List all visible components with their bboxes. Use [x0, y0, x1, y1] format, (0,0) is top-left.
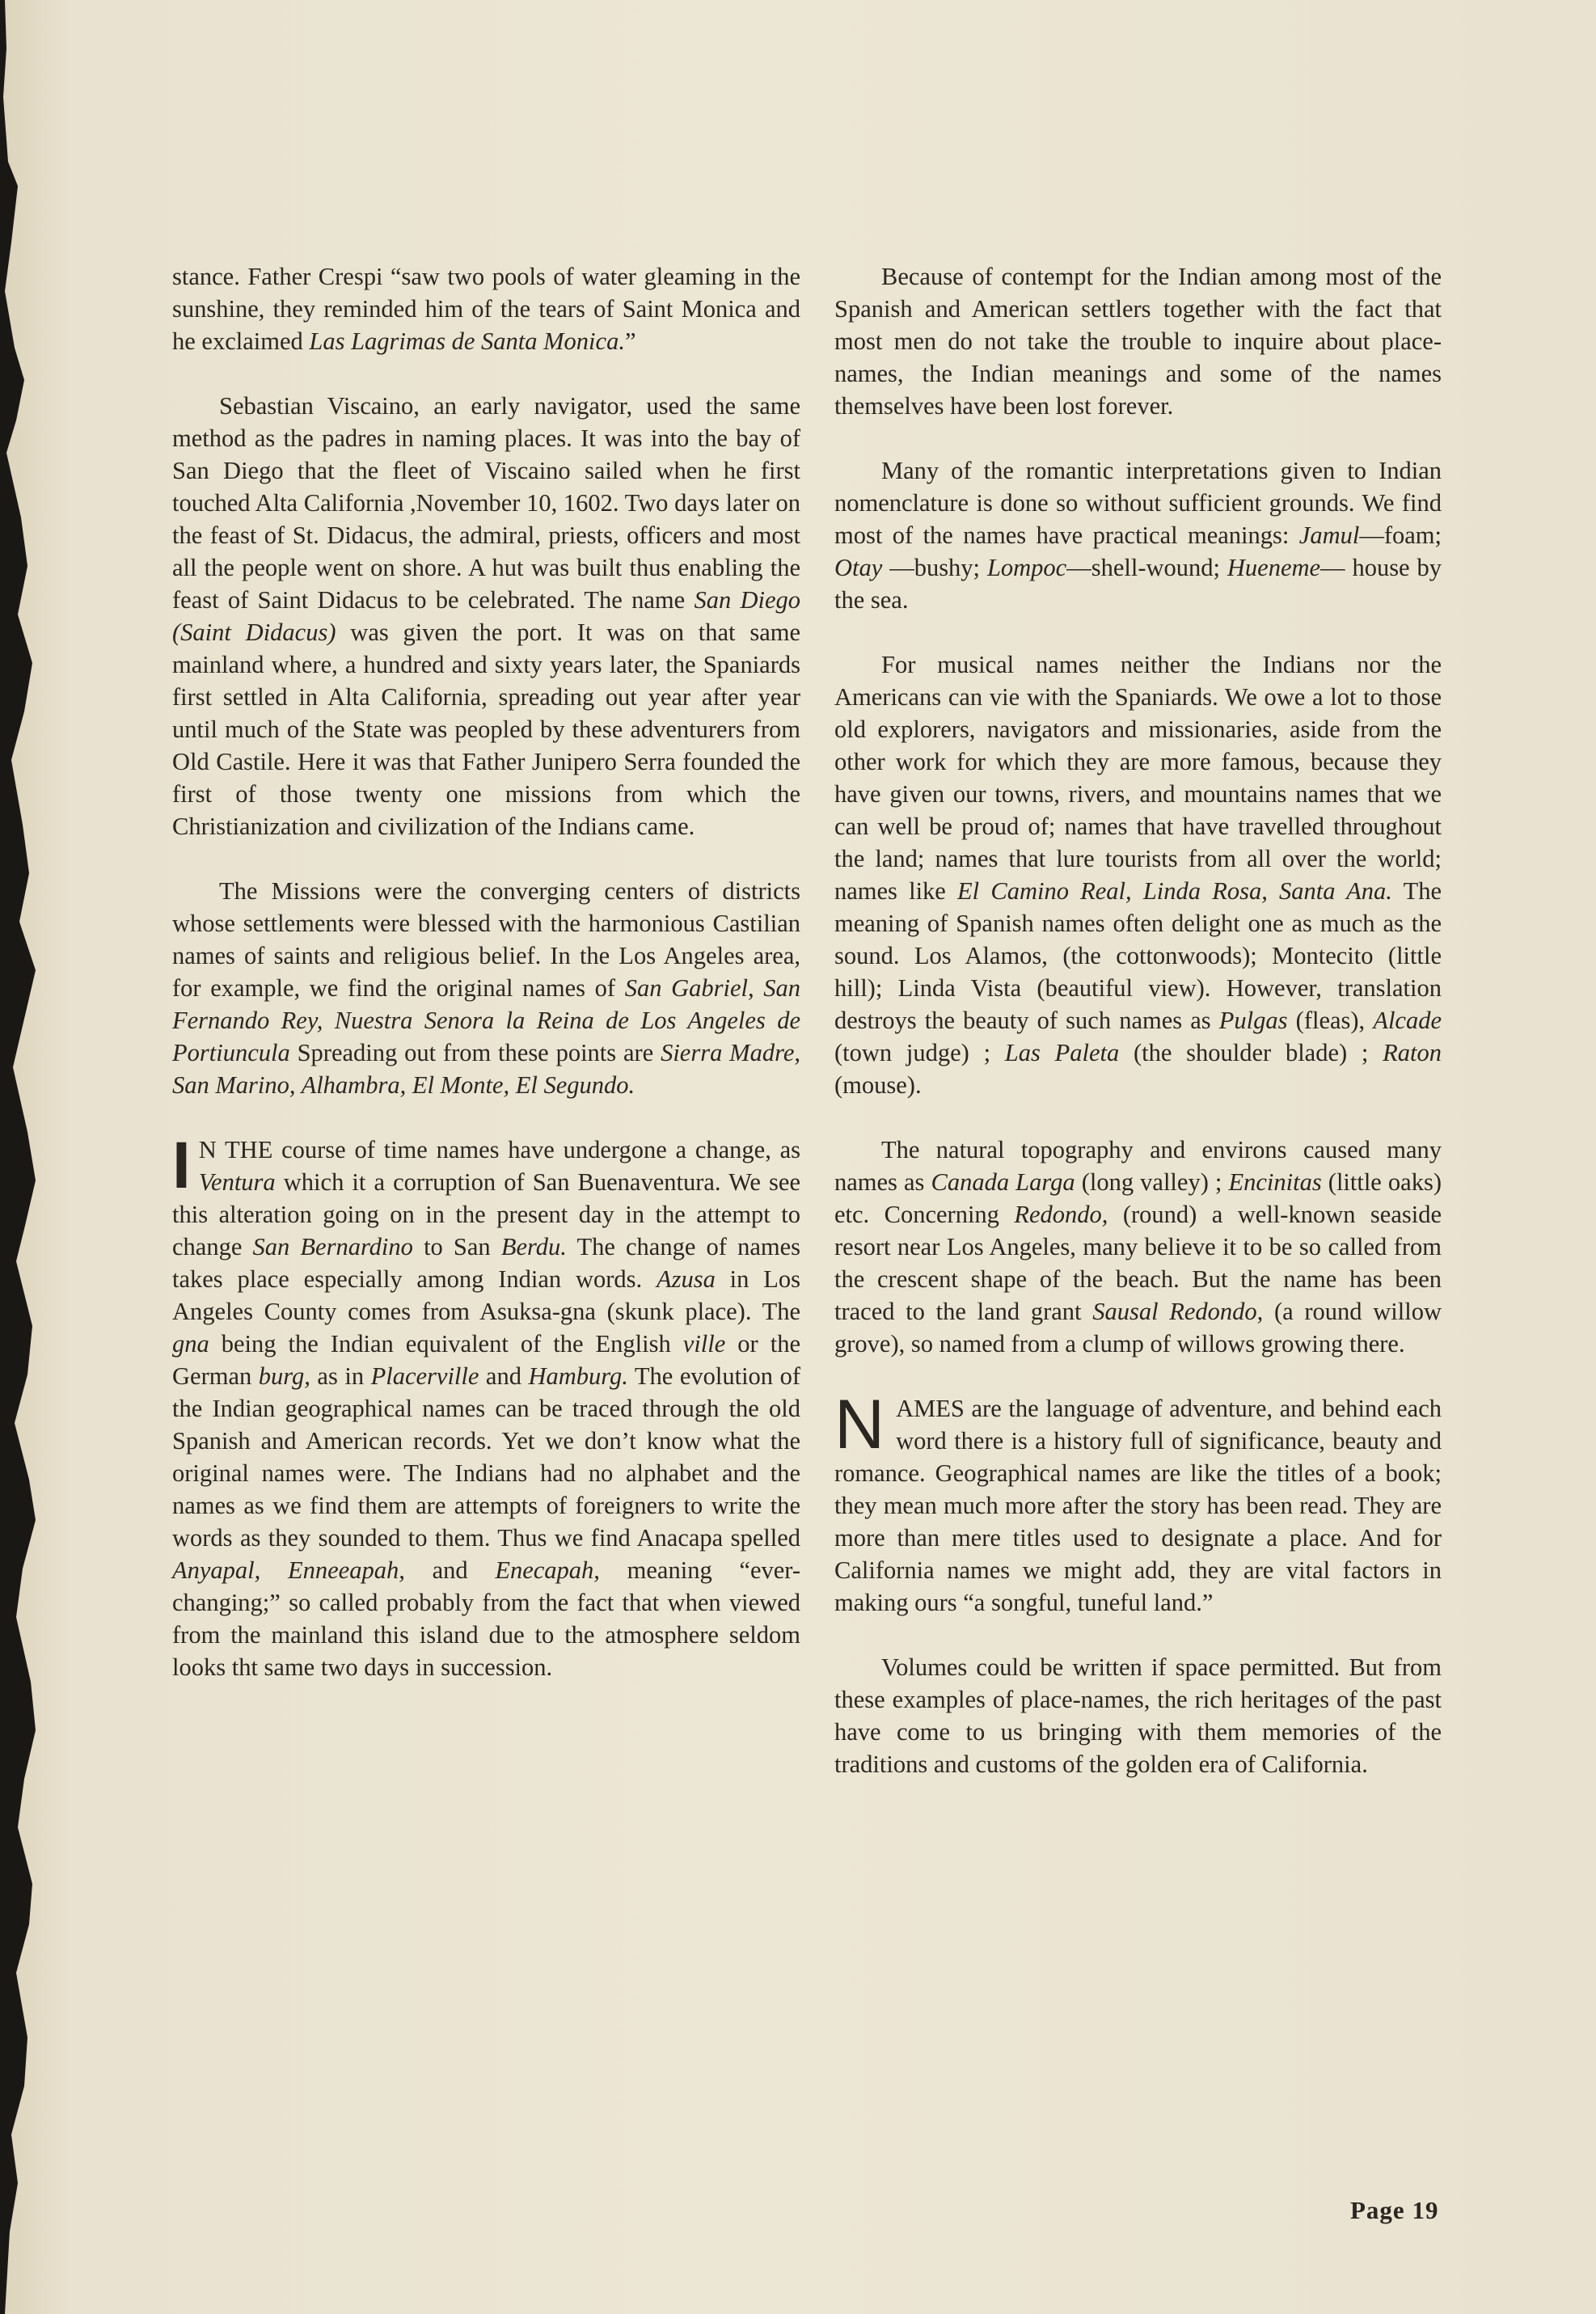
page-number: Page 19: [1350, 2196, 1439, 2224]
paragraph: Sebastian Viscaino, an early navigator, used the same method as the padres in naming places. It was into the bay of San Diego that the fleet of Viscaino sailed when he first touched Alta California ,November 10, 1602. Two days later on the feast of St. Didacus, the admiral, priests, officers and most all the people went on shore. A hut was built thus enabling the feast of Saint Didacus to be celebrated. The name San Diego (Saint Didacus) was given the port. It was on that same mainland where, a hundred and sixty years later, the Spaniards first settled in Alta California, spreading out year after year until much of the State was peopled by these adventurers from Old Castile. Here it was that Father Junipero Serra founded the first of those twenty one missions from which the Christianization and civilization of the Indians came.: [172, 392, 800, 840]
paragraph: NAMES are the language of adventure, and behind each word there is a history full of significance, beauty and romance. Geographical names are like the titles of a book; they mean much more after the story has been read. They are more than mere titles used to designate a place. And for California names we might add, they are vital factors in making ours “a songful, tuneful land.”: [834, 1386, 1442, 1616]
drop-cap: I: [172, 1129, 191, 1202]
paragraph: stance. Father Crespi “saw two pools of water gleaming in the sunshine, they reminded him of the tears of Saint Monica and he exclaimed Las Lagrimas de Santa Monica.”: [172, 263, 800, 355]
drop-cap: N: [834, 1386, 885, 1463]
paragraph: I N THE course of time names have undergone a change, as Ventura which it a corruption of San Buenaventura. We see this alteration going on in the present day in the attempt to change San Bernardino to San Berdu. The change of names takes place especially among Indian words. Azusa in Los Angeles County comes from Asuksa-gna (skunk place). The gna being the Indian equivalent of the English ville or the German burg, as in Placerville and Hamburg. The evolution of the Indian geographical names can be traced through the old Spanish and American records. Yet we don’t know what the original names were. The Indians had no alphabet and the names as we find them are attempts of foreigners to write the words as they sounded to them. Thus we find Anacapa spelled Anyapal, Enneeapah, and Enecapah, meaning “ever-changing;” so called probably from the fact that when viewed from the mainland this island due to the atmosphere seldom looks tht same two days in succession.: [172, 1129, 800, 1681]
right-column: [834, 260, 1442, 1780]
paragraph: Many of the romantic interpretations given to Indian nomenclature is done so without sufficient grounds. We find most of the names have practical meanings: Jamul—foam; Otay —bushy; Lompoc—shell-wound; Hueneme— house by the sea.: [834, 457, 1442, 614]
paragraph: The natural topography and environs caused many names as Canada Larga (long valley) ; Encinitas (little oaks) etc. Concerning Redondo, (round) a well-known seaside resort near Los Angeles, many believe it to be so called from the crescent shape of the beach. But the name has been traced to the land grant Sausal Redondo, (a round willow grove), so named from a clump of willows growing there.: [834, 1136, 1442, 1358]
paragraph: Because of contempt for the Indian among most of the Spanish and American settlers together with the fact that most men do not take the trouble to inquire about place-names, the Indian meanings and some of the names themselves have been lost forever.: [834, 263, 1442, 420]
paragraph: For musical names neither the Indians nor the Americans can vie with the Spaniards. We owe a lot to those old explorers, navigators and missionaries, aside from the other work for which they are more famous, because they have given our towns, rivers, and mountains names that we can well be proud of; names that have travelled throughout the land; names that lure tourists from all over the world; names like El Camino Real, Linda Rosa, Santa Ana. The meaning of Spanish names often delight one as much as the sound. Los Alamos, (the cottonwoods); Montecito (little hill); Linda Vista (beautiful view). However, translation destroys the beauty of such names as Pulgas (fleas), Alcade (town judge) ; Las Paleta (the shoulder blade) ; Raton (mouse).: [834, 651, 1442, 1099]
left-column: [172, 260, 800, 1683]
torn-page-edge: [0, 0, 57, 2314]
paragraph: The Missions were the converging centers of districts whose settlements were blessed with the harmonious Castilian names of saints and religious belief. In the Los Angeles area, for example, we find the original names of San Gabriel, San Fernando Rey, Nuestra Senora la Reina de Los Angeles de Portiuncula Spreading out from these points are Sierra Madre, San Marino, Alhambra, El Monte, El Segundo.: [172, 877, 800, 1099]
paragraph: Volumes could be written if space permitted. But from these examples of place-names, the rich heritages of the past have come to us bringing with them memories of the traditions and customs of the golden era of California.: [834, 1653, 1442, 1778]
